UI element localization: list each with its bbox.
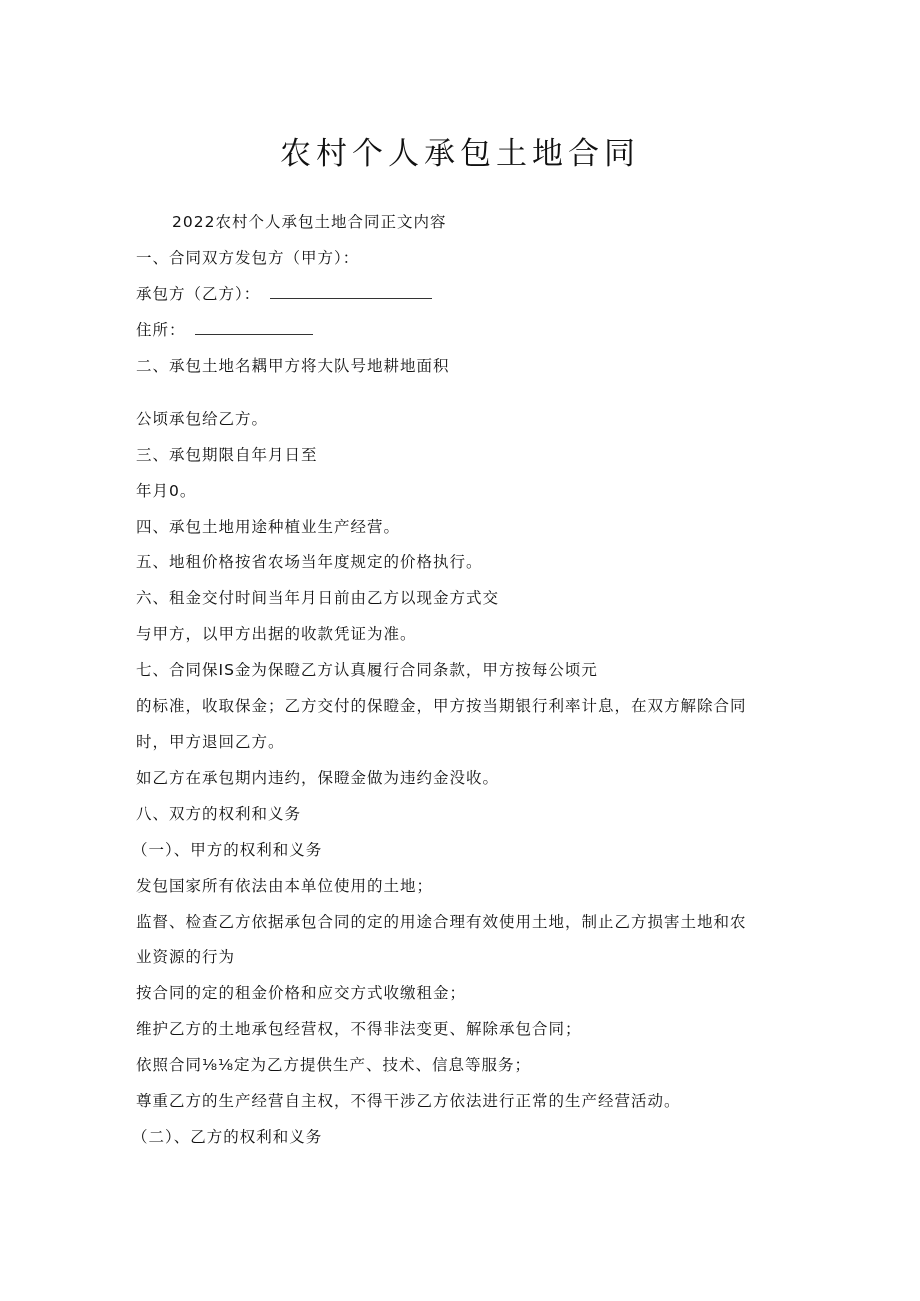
section-a-item-2: 监督、检查乙方依据承包合同的定的用途合理有效使用土地，制止乙方损害土地和农 [136, 913, 747, 931]
section-a-item-1: 发包国家所有依法由本单位使用的土地； [136, 877, 434, 895]
section-a-item-6: 尊重乙方的生产经营自主权，不得干涉乙方依法进行正常的生产经营活动。 [136, 1092, 681, 1110]
address-blank [195, 320, 313, 335]
clause-6-cont: 与甲方，以甲方出据的收款凭证为准。 [136, 625, 417, 643]
contractor-label: 承包方（乙方）： [136, 285, 261, 303]
clause-3-cont: 年月0。 [136, 482, 197, 500]
intro-line: 2022农村个人承包土地合同正文内容 [172, 213, 447, 231]
section-a-heading: （一）、甲方的权利和义务 [132, 841, 323, 859]
clause-2-cont: 公顷承包给乙方。 [136, 410, 269, 428]
address-line [136, 320, 313, 340]
clause-8-rights: 八、双方的权利和义务 [136, 805, 302, 823]
contractor-blank [270, 284, 432, 299]
document-title: 农村个人承包土地合同 [280, 136, 640, 172]
clause-7-breach: 如乙方在承包期内违约，保瞪金做为违约金没收。 [136, 769, 500, 787]
clause-2-land: 二、承包土地名耦甲方将大队号地耕地面积 [136, 357, 450, 375]
clause-1-parties: 一、合同双方发包方（甲方）： [136, 249, 360, 267]
address-label: 住所： [136, 321, 186, 339]
clause-7-cont-1: 的标准，收取保金；乙方交付的保瞪金，甲方按当期银行利率计息，在双方解除合同 [136, 697, 747, 715]
section-a-item-2-cont: 业资源的行为 [136, 948, 236, 966]
clause-7-cont-2: 时，甲方退回乙方。 [136, 733, 285, 751]
contractor-line [136, 284, 432, 304]
clause-3-term: 三、承包期限自年月日至 [136, 446, 318, 464]
section-a-item-4: 维护乙方的土地承包经营权，不得非法变更、解除承包合同； [136, 1020, 582, 1038]
section-a-item-5: 依照合同⅛⅛定为乙方提供生产、技术、信息等服务； [136, 1056, 532, 1074]
clause-5-price: 五、地租价格按省农场当年度规定的价格执行。 [136, 553, 483, 571]
clause-7-deposit: 七、合同保IS金为保瞪乙方认真履行合同条款，甲方按每公顷元 [136, 661, 598, 679]
clause-4-use: 四、承包土地用途种植业生产经营。 [136, 518, 401, 536]
section-a-item-3: 按合同的定的租金价格和应交方式收缴租金； [136, 984, 467, 1002]
section-b-heading: （二）、乙方的权利和义务 [132, 1128, 323, 1146]
clause-6-payment: 六、租金交付时间当年月日前由乙方以现金方式交 [136, 589, 500, 607]
